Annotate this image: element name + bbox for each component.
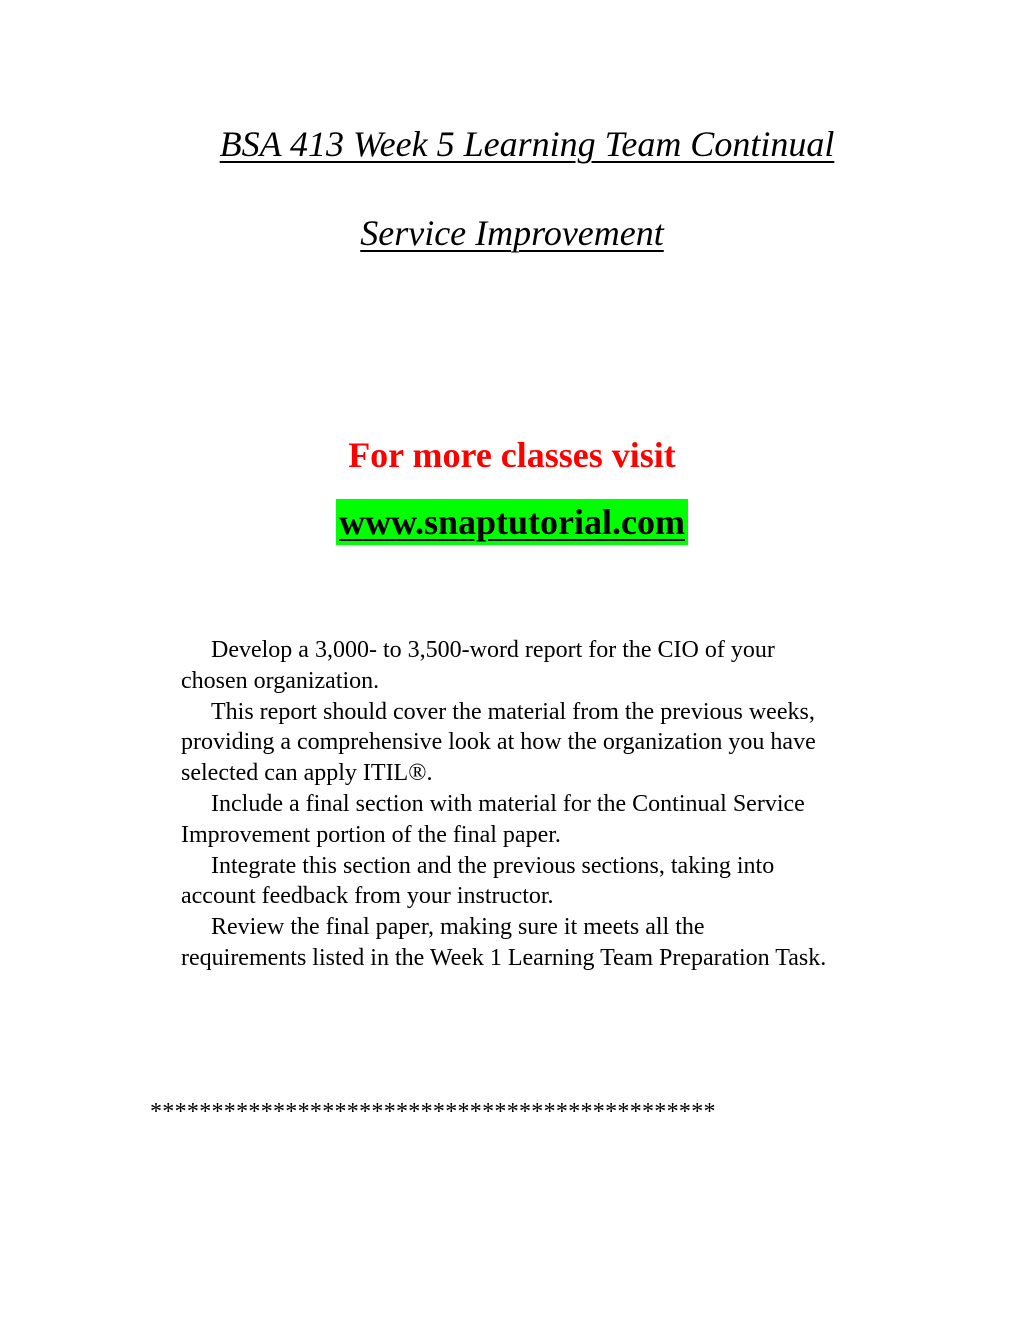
snaptutorial-link[interactable]: www.snaptutorial.com xyxy=(336,499,688,545)
separator-stars: ********************************************** xyxy=(150,1099,716,1125)
paragraph-develop-report: Develop a 3,000- to 3,500-word report for the CIO of your chosen organization. xyxy=(181,637,775,694)
promo-link-container xyxy=(0,499,1024,545)
paragraph-review: Review the final paper, making sure it meets all the requirements listed in the Week 1 Learning Team Preparation Task. xyxy=(181,914,827,971)
promo-heading: For more classes visit xyxy=(348,435,676,475)
title-line-2-text: Service Improvement xyxy=(360,213,664,253)
title-line-1 xyxy=(15,122,1024,166)
paragraph-integrate: Integrate this section and the previous sections, taking into account feedback from your instructor. xyxy=(181,852,775,910)
paragraph-final-section: Include a final section with material for the Continual Service Improvement portion of the final paper. xyxy=(181,790,805,848)
paragraph-report-coverage: This report should cover the material from the previous weeks, providing a comprehensive look at how the organization you have selected can apply ITIL®. xyxy=(181,698,816,787)
title-line-1-text: BSA 413 Week 5 Learning Team Continual xyxy=(219,124,835,164)
assignment-description xyxy=(181,635,921,974)
title-line-2 xyxy=(0,211,1024,255)
